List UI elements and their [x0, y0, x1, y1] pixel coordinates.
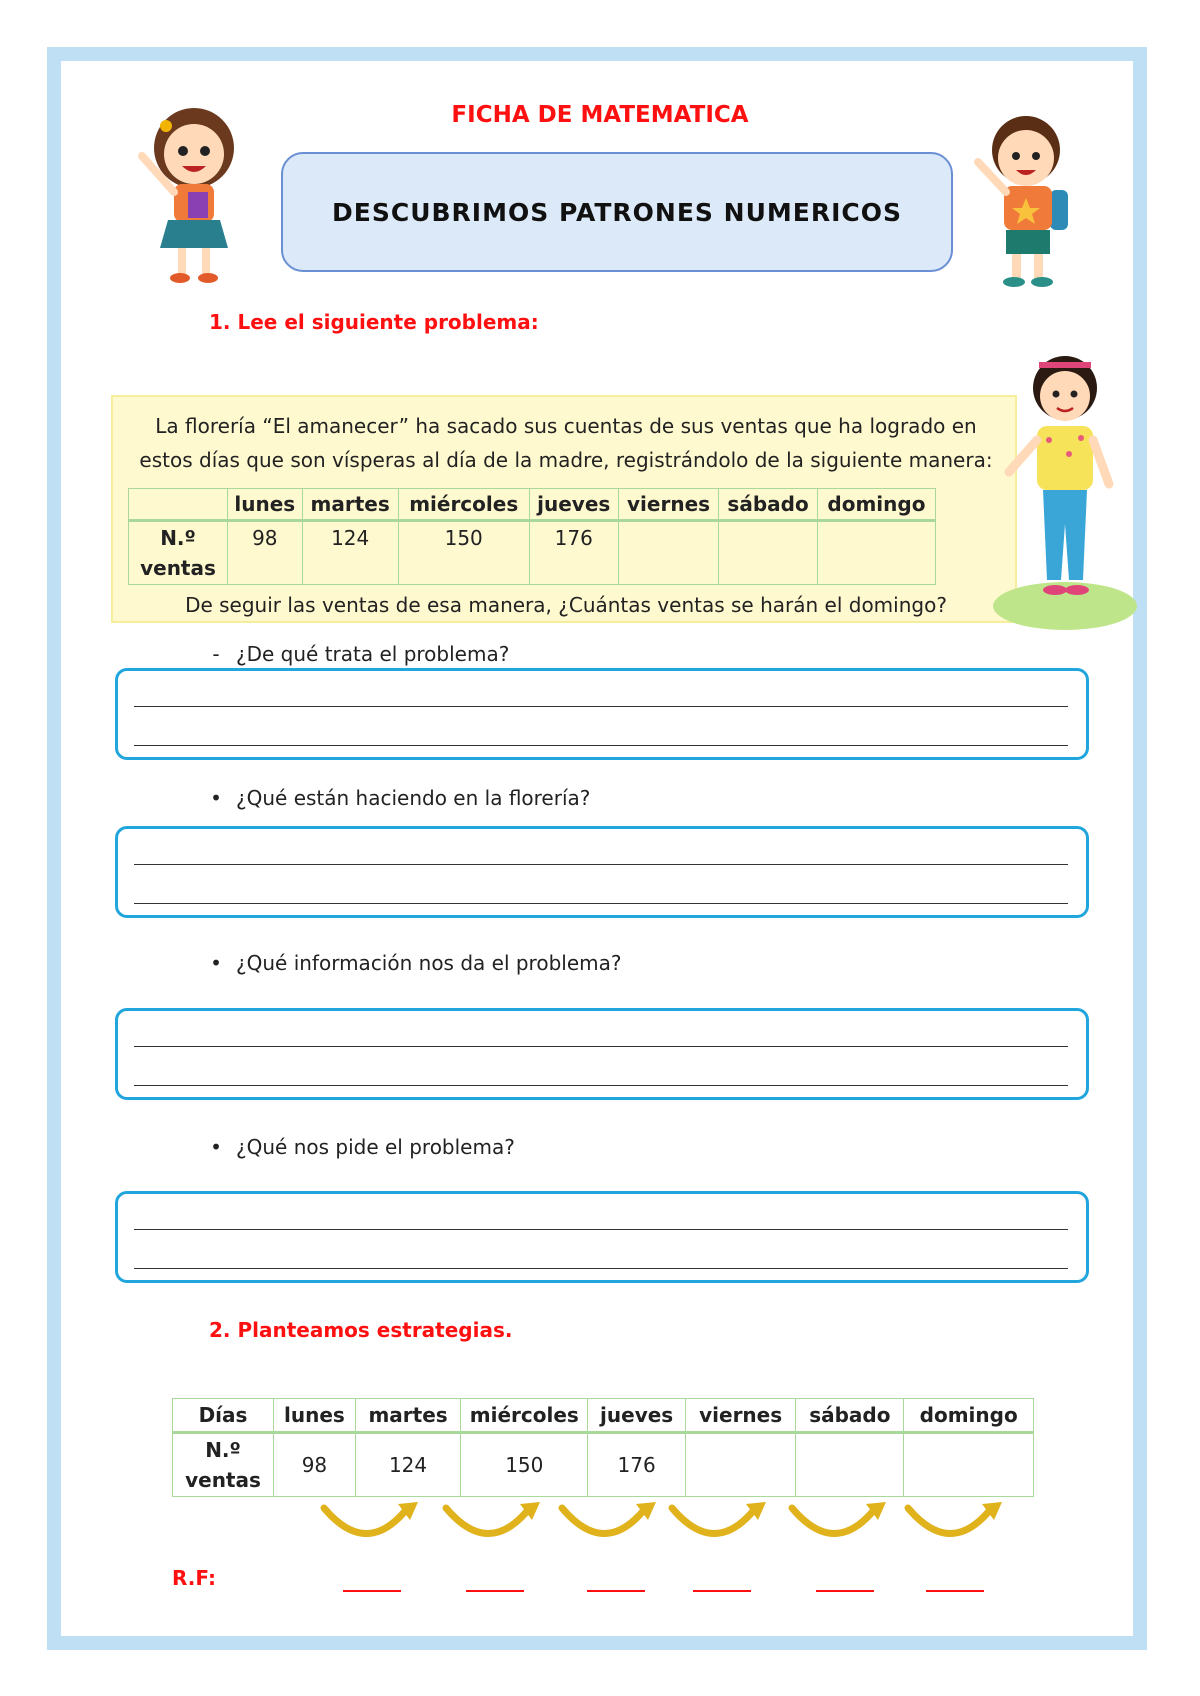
table-row-label	[173, 1433, 274, 1497]
curved-arrow-icon	[666, 1498, 770, 1542]
answer-box-4[interactable]	[115, 1191, 1089, 1283]
table-cell-value: 176	[529, 521, 618, 585]
problem-box	[111, 395, 1017, 623]
table-corner-cell	[129, 489, 228, 521]
question-2	[196, 786, 590, 810]
table-header-day: lunes	[274, 1399, 356, 1433]
curved-arrow-icon	[440, 1498, 544, 1542]
table-cell-empty[interactable]	[796, 1433, 904, 1497]
problem-text-line-1: La florería “El amanecer” ha sacado sus cuentas de sus ventas que ha logrado en	[155, 414, 977, 438]
boy-with-backpack-icon	[968, 100, 1088, 292]
answer-line	[134, 864, 1068, 865]
table-header-day: sábado	[719, 489, 818, 521]
table-header-day: martes	[302, 489, 398, 521]
document-title: FICHA DE MATEMATICA	[451, 102, 749, 128]
rf-blank[interactable]	[587, 1590, 645, 1592]
curved-arrow-icon	[556, 1498, 660, 1542]
problem-text-line-2: estos días que son vísperas al día de la madre, registrándolo de la siguiente manera:	[139, 448, 993, 472]
rf-blank[interactable]	[816, 1590, 874, 1592]
answer-line	[134, 903, 1068, 904]
rf-blank[interactable]	[693, 1590, 751, 1592]
table-header-day: viernes	[618, 489, 719, 521]
rf-blank[interactable]	[926, 1590, 984, 1592]
answer-line	[134, 1046, 1068, 1047]
worksheet-title: DESCUBRIMOS PATRONES NUMERICOS	[332, 197, 902, 227]
strategy-table	[172, 1398, 1034, 1497]
question-3	[196, 951, 621, 975]
table-header-day: miércoles	[461, 1399, 588, 1433]
table-cell-empty[interactable]	[719, 521, 818, 585]
rf-label: R.F:	[172, 1566, 216, 1590]
answer-line	[134, 745, 1068, 746]
question-1	[196, 642, 509, 666]
table-header-day: domingo	[817, 489, 935, 521]
question-marker: •	[210, 951, 222, 975]
table-row-label	[129, 521, 228, 585]
question-text: ¿Qué nos pide el problema?	[236, 1135, 515, 1159]
section-1-heading: 1. Lee el siguiente problema:	[209, 310, 539, 334]
table-cell-value: 98	[274, 1433, 356, 1497]
answer-line	[134, 1268, 1068, 1269]
table-cell-value: 150	[398, 521, 529, 585]
curved-arrow-icon	[318, 1498, 422, 1542]
answer-line	[134, 1229, 1068, 1230]
question-marker: •	[210, 1135, 222, 1159]
row-label-line-1: N.º	[160, 526, 196, 550]
curved-arrow-icon	[902, 1498, 1006, 1542]
question-text: ¿De qué trata el problema?	[236, 642, 510, 666]
table-cell-empty[interactable]	[618, 521, 719, 585]
section-2-heading: 2. Planteamos estrategias.	[209, 1318, 513, 1342]
table-cell-value: 124	[302, 521, 398, 585]
worksheet-title-box	[281, 152, 953, 272]
table-header-day: miércoles	[398, 489, 529, 521]
table-header-day: viernes	[685, 1399, 795, 1433]
table-corner-cell: Días	[173, 1399, 274, 1433]
row-label-line-1: N.º	[205, 1438, 241, 1462]
table-header-day: jueves	[588, 1399, 686, 1433]
question-text: ¿Qué están haciendo en la florería?	[236, 786, 591, 810]
table-cell-empty[interactable]	[685, 1433, 795, 1497]
answer-line	[134, 706, 1068, 707]
table-cell-empty[interactable]	[904, 1433, 1034, 1497]
table-header-day: lunes	[228, 489, 303, 521]
table-header-day: jueves	[529, 489, 618, 521]
row-label-line-2: ventas	[185, 1468, 261, 1492]
table-cell-empty[interactable]	[817, 521, 935, 585]
row-label-line-2: ventas	[140, 556, 216, 580]
question-marker: -	[212, 642, 220, 666]
answer-box-1[interactable]	[115, 668, 1089, 760]
sales-table	[128, 488, 936, 585]
question-4	[196, 1135, 515, 1159]
table-cell-value: 98	[228, 521, 303, 585]
table-cell-value: 176	[588, 1433, 686, 1497]
table-header-day: sábado	[796, 1399, 904, 1433]
table-header-day: martes	[355, 1399, 460, 1433]
table-header-day: domingo	[904, 1399, 1034, 1433]
answer-box-2[interactable]	[115, 826, 1089, 918]
table-cell-value: 150	[461, 1433, 588, 1497]
problem-question: De seguir las ventas de esa manera, ¿Cuántas ventas se harán el domingo?	[185, 593, 947, 617]
curved-arrow-icon	[786, 1498, 890, 1542]
answer-line	[134, 1085, 1068, 1086]
question-text: ¿Qué información nos da el problema?	[236, 951, 622, 975]
question-marker: •	[210, 786, 222, 810]
rf-blank[interactable]	[343, 1590, 401, 1592]
answer-box-3[interactable]	[115, 1008, 1089, 1100]
table-cell-value: 124	[355, 1433, 460, 1497]
rf-blank[interactable]	[466, 1590, 524, 1592]
girl-standing-icon	[985, 344, 1141, 636]
